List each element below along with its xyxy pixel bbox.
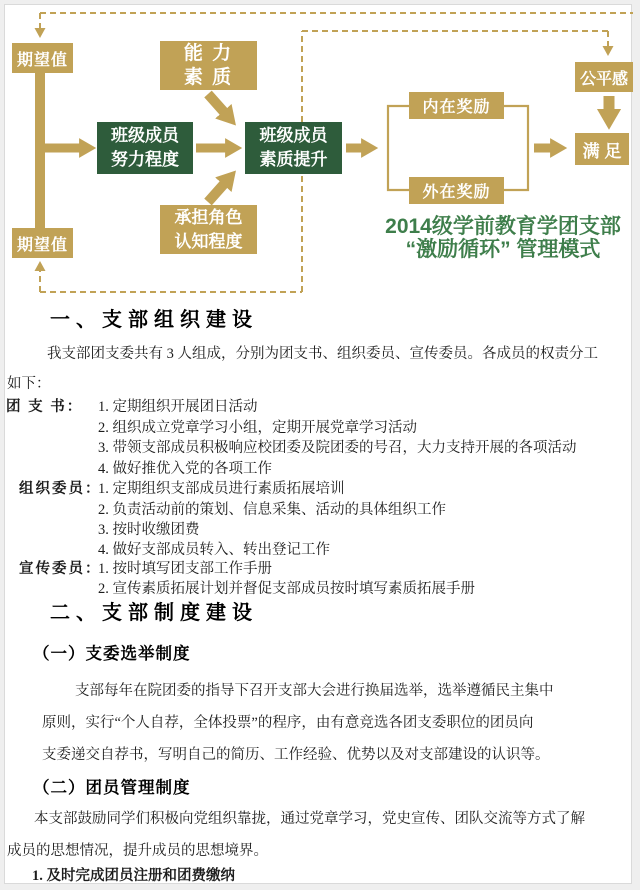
- box-ability-line2: 素 质: [183, 66, 234, 88]
- role-item: 1. 定期组织开展团日活动: [98, 399, 258, 415]
- role-label-organization: 组织委员：: [19, 481, 102, 497]
- box-quality-line1: 班级成员: [259, 126, 328, 145]
- section1-intro-line1: 我支部团支委共有 3 人组成，分别为团支书、组织委员、宣传委员。各成员的权责分工: [47, 346, 598, 362]
- box-intrinsic-label: 内在奖励: [422, 99, 491, 116]
- diagram-title-line1: 2014级学前教育学团支部: [385, 215, 621, 238]
- sub2-line2: 成员的思想情况，提升成员的思想境界。: [7, 843, 268, 859]
- box-role-line2: 认知程度: [174, 231, 243, 251]
- sub1-line2: 原则，实行“个人自荐，全体投票”的程序，由有意竞选各团支委职位的团员向: [42, 715, 534, 731]
- role-label-secretary: 团 支 书：: [6, 399, 84, 415]
- section2-sub1-heading: （一）支委选举制度: [33, 644, 191, 663]
- section1-intro-line2: 如下：: [7, 376, 51, 392]
- box-role-line1: 承担角色: [174, 207, 243, 227]
- box-effort-line1: 班级成员: [111, 126, 179, 145]
- role-item: 1. 按时填写团支部工作手册: [98, 561, 272, 577]
- role-item: 2. 宣传素质拓展计划并督促支部成员按时填写素质拓展手册: [98, 581, 475, 597]
- role-item: 2. 负责活动前的策划、信息采集、活动的具体组织工作: [98, 502, 446, 518]
- diagram-title-line2: “激励循环” 管理模式: [405, 238, 601, 261]
- box-expectancy-bottom-label: 期望值: [16, 236, 68, 254]
- box-ability-line1: 能 力: [183, 42, 234, 64]
- sub2-line1: 本支部鼓励同学们积极向党组织靠拢，通过党章学习，党史宣传、团队交流等方式了解: [34, 811, 585, 827]
- role-item: 4. 做好推优入党的各项工作: [98, 461, 272, 477]
- role-item: 1. 定期组织支部成员进行素质拓展培训: [98, 481, 345, 497]
- section2-heading: 二、支部制度建设: [50, 602, 258, 624]
- role-item: 3. 按时收缴团费: [98, 522, 200, 538]
- role-item: 4. 做好支部成员转入、转出登记工作: [98, 542, 330, 558]
- box-satisfaction-label: 满 足: [582, 141, 622, 161]
- role-label-publicity: 宣传委员：: [19, 561, 102, 577]
- sub2-item1: 1. 及时完成团员注册和团费缴纳: [32, 868, 235, 884]
- box-extrinsic-label: 外在奖励: [422, 184, 491, 201]
- sub1-line1: 支部每年在院团委的指导下召开支部大会进行换届选举，选举遵循民主集中: [75, 683, 554, 699]
- box-effort-line2: 努力程度: [111, 150, 179, 169]
- role-item: 2. 组织成立党章学习小组，定期开展党章学习活动: [98, 420, 417, 436]
- box-expectancy-top-label: 期望值: [16, 51, 68, 69]
- box-fairness-label: 公平感: [580, 70, 629, 88]
- sub1-line3: 支委递交自荐书，写明自己的简历、工作经验、优势以及对支部建设的认识等。: [42, 747, 550, 763]
- role-item: 3. 带领支部成员积极响应校团委及院团委的号召，大力支持开展的各项活动: [98, 440, 577, 456]
- box-quality-line2: 素质提升: [259, 150, 328, 169]
- section2-sub2-heading: （二）团员管理制度: [33, 778, 191, 797]
- section1-heading: 一、支部组织建设: [50, 309, 258, 331]
